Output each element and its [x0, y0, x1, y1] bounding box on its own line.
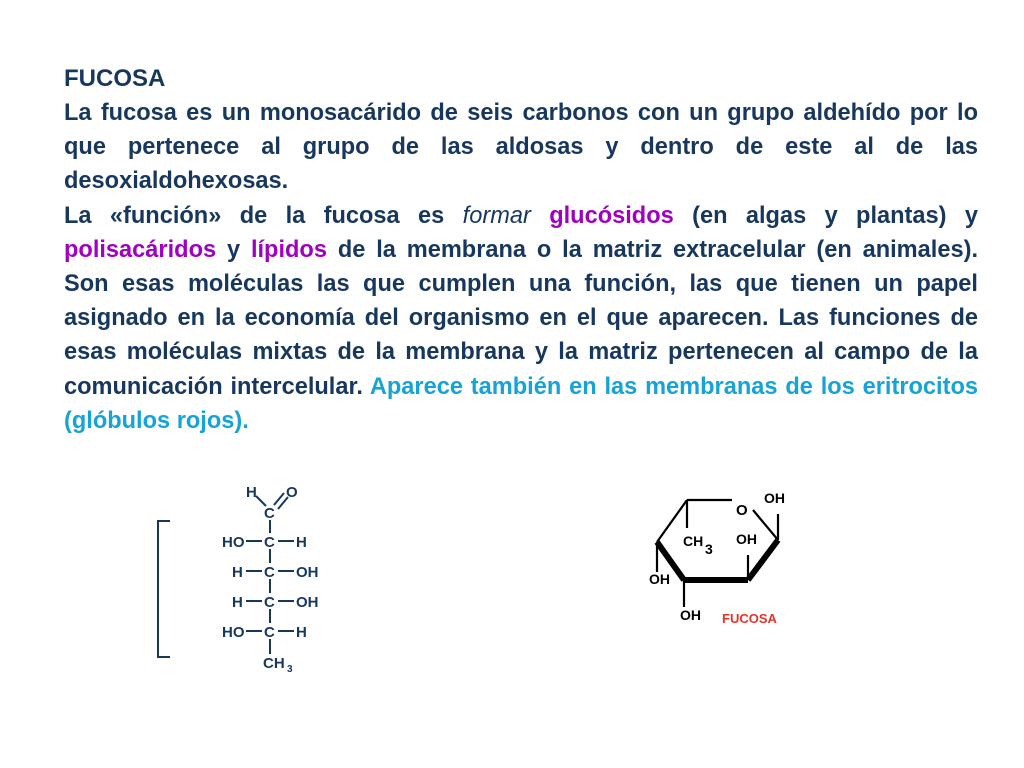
- function-text-1: La «función» de la fucosa es: [64, 202, 463, 229]
- highlight-eritrocitos: Aparece también en las membranas de los eritrocitos (glóbulos rojos).: [64, 373, 978, 434]
- fischer-c2: C: [264, 534, 275, 551]
- haworth-label: FUCOSA: [722, 611, 777, 626]
- fischer-row2-right: OH: [296, 564, 319, 581]
- function-text-4: y: [216, 236, 251, 263]
- fischer-row1-left: HO: [222, 534, 245, 551]
- ring-oh-bottom: OH: [680, 607, 701, 623]
- fischer-top-o: O: [286, 484, 298, 501]
- paragraph-definition: La fucosa es un monosacárido de seis carbonos con un grupo aldehído por lo que pertenece al grupo de las aldosas y dentro de este al de las desoxialdohexosas.: [64, 100, 978, 195]
- function-emphasis-formar: formar: [462, 202, 531, 229]
- fischer-c4: C: [264, 594, 275, 611]
- fischer-c3: C: [264, 564, 275, 581]
- ring-oh-top-right: OH: [764, 490, 785, 506]
- function-text-5: de la membrana o la matriz extracelular (en animales). Son esas moléculas las que cumplen una función, las que tienen un papel asignado en la economía del organismo en el que aparecen. Las funciones de esas moléculas mixtas de la membrana y la matriz pertenecen al campo de la comunicación intercelular.: [64, 236, 978, 400]
- ring-oxygen: O: [736, 502, 748, 519]
- ring-ch3: CH: [683, 533, 704, 549]
- highlight-glucosidos: glucósidos: [549, 202, 674, 229]
- fischer-row2-left: H: [232, 564, 243, 581]
- fischer-row4-left: HO: [222, 624, 245, 641]
- ring-oh-inner: OH: [736, 531, 757, 547]
- fischer-row3-left: H: [232, 594, 243, 611]
- highlight-polisacaridos: polisacáridos: [64, 236, 217, 263]
- ring-oh-left: OH: [649, 571, 670, 587]
- ring-ch3-subscript: 3: [705, 541, 713, 557]
- fischer-row1-right: H: [296, 534, 307, 551]
- page-title: FUCOSA: [64, 65, 166, 92]
- fischer-ch3-subscript: 3: [287, 664, 293, 675]
- fischer-row4-right: H: [296, 624, 307, 641]
- fischer-ch3: CH: [263, 655, 285, 672]
- fischer-top-h: H: [246, 484, 257, 501]
- fischer-c5: C: [264, 624, 275, 641]
- fischer-row3-right: OH: [296, 594, 319, 611]
- fischer-c1: C: [264, 505, 275, 522]
- highlight-lipidos: lípidos: [250, 236, 327, 263]
- function-text-3: (en algas y plantas) y: [673, 202, 978, 229]
